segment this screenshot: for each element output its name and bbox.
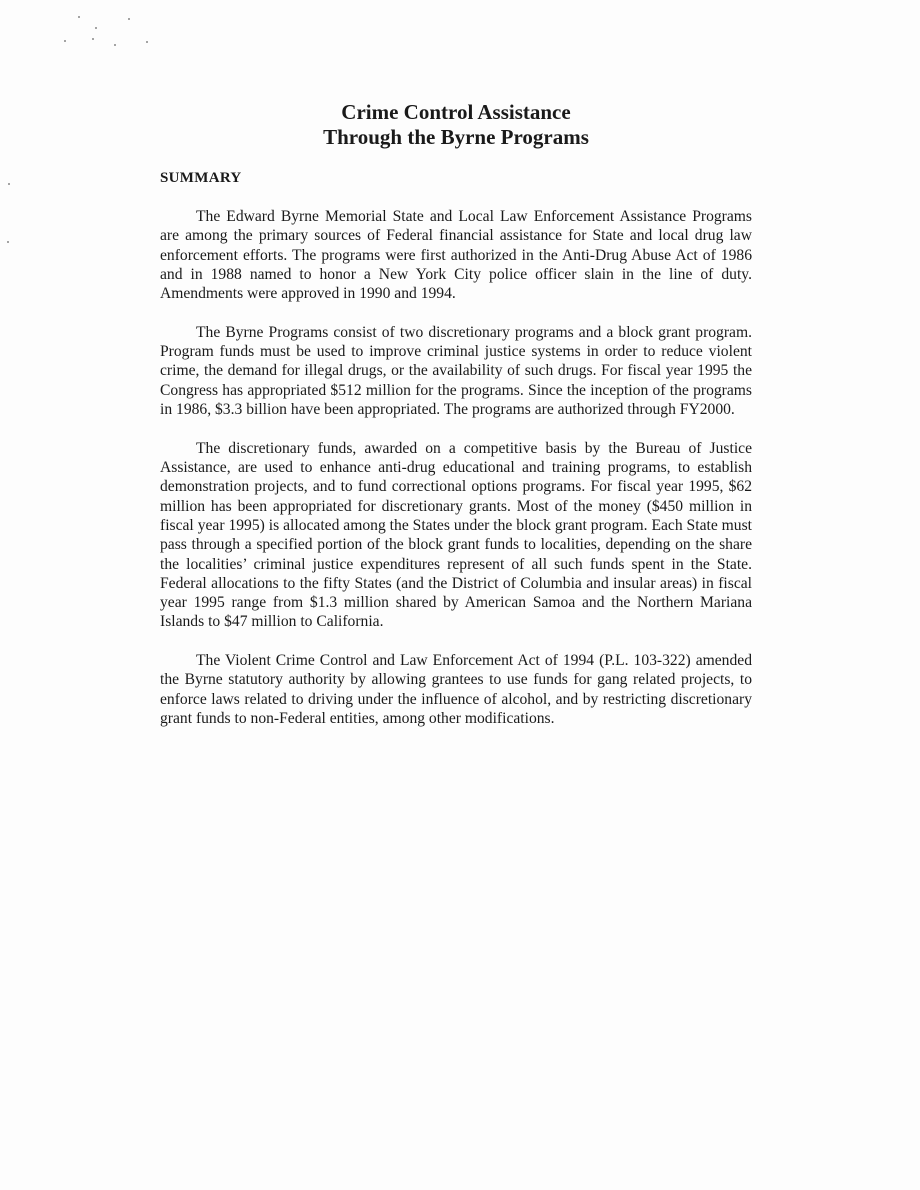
paragraph: The discretionary funds, awarded on a competitive basis by the Bureau of Justice Assistance, are used to enhance anti-drug educational and training programs, to establish demonstration projects, and to fund correctional options programs. For fiscal year 1995, $62 million has been appropriated for discretionary grants. Most of the money ($450 million in fiscal year 1995) is allocated among the States under the block grant program. Each State must pass through a specified portion of the block grant funds to localities, depending on the share the localities’ criminal justice expenditures represent of all such funds spent in the State. Federal allocations to the fifty States (and the District of Columbia and insular areas) in fiscal year 1995 range from $1.3 million shared by American Samoa and the Northern Mariana Islands to $47 million to California. [160,439,752,631]
scan-speck [128,18,130,20]
scan-speck [146,41,148,43]
document-title [160,100,752,150]
paragraph: The Violent Crime Control and Law Enforcement Act of 1994 (P.L. 103-322) amended the Byrne statutory authority by allowing grantees to use funds for gang related projects, to enforce laws related to driving under the influence of alcohol, and by restricting discretionary grant funds to non-Federal entities, among other modifications. [160,652,752,727]
scan-speck [8,183,10,185]
paragraph: The Byrne Programs consist of two discretionary programs and a block grant program. Program funds must be used to improve criminal justice systems in order to reduce violent crime, the demand for illegal drugs, or the availability of such drugs. For fiscal year 1995 the Congress has appropriated $512 million for the programs. Since the inception of the programs in 1986, $3.3 billion have been appropriated. The programs are authorized through FY2000. [160,323,752,419]
scan-speck [78,16,80,18]
scan-speck [64,40,66,42]
scan-speck [92,38,94,40]
paragraph: The Edward Byrne Memorial State and Local Law Enforcement Assistance Programs are among the primary sources of Federal financial assistance for State and local drug law enforcement efforts. The programs were first authorized in the Anti-Drug Abuse Act of 1986 and in 1988 named to honor a New York City police officer slain in the line of duty. Amendments were approved in 1990 and 1994. [160,208,752,303]
scan-speck [7,241,9,243]
scan-speck [95,27,97,29]
title-line-2: Through the Byrne Programs [323,125,589,149]
section-heading: SUMMARY [160,170,242,186]
title-line-1: Crime Control Assistance [341,100,571,124]
scan-speck [114,44,116,46]
summary-body [160,207,752,748]
